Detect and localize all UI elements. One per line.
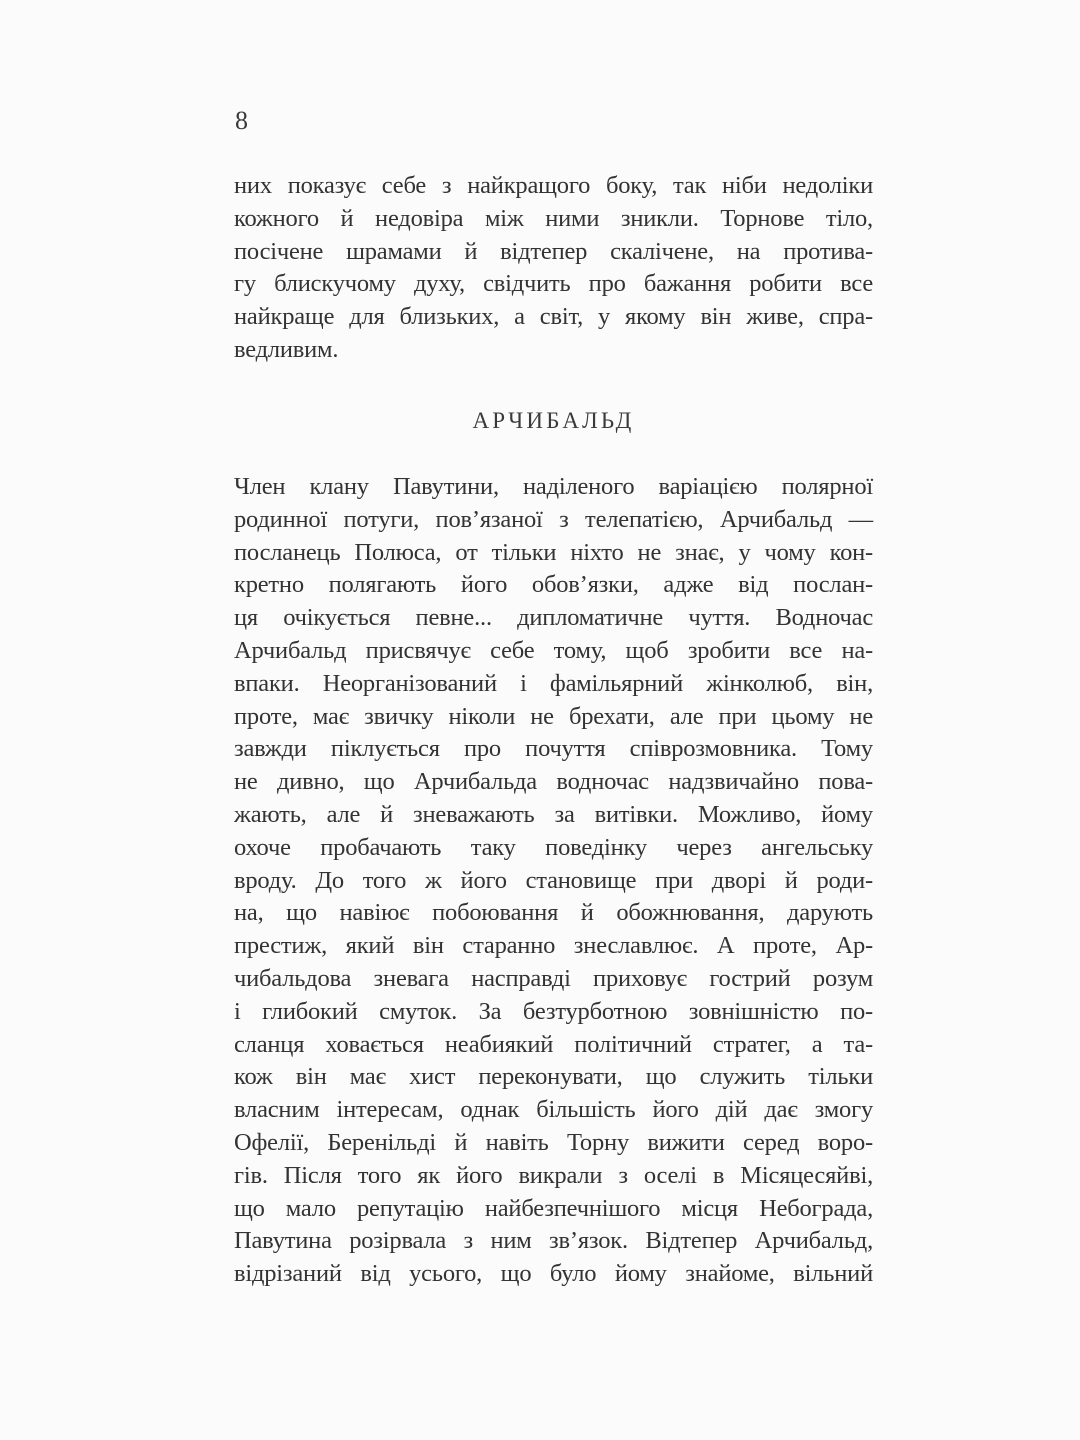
- page-number: 8: [235, 106, 248, 135]
- text-line: впаки. Неорганізований і фамільярний жінколюб, він,: [234, 669, 873, 697]
- text-line: кретно полягають його обов’язки, адже від послан-: [234, 571, 873, 599]
- paragraph-archibald-description: [234, 471, 873, 1291]
- text-line: родинної потуги, пов’язаної з телепатією, Арчибальд —: [234, 505, 873, 533]
- text-line: гів. Після того як його викрали з оселі в Місяцесяйві,: [234, 1161, 873, 1189]
- text-line: вроду. До того ж його становище при дворі й роди-: [234, 866, 873, 894]
- chapter-heading: АРЧИБАЛЬД: [472, 408, 635, 433]
- text-line: проте, має звичку ніколи не брехати, але при цьому не: [234, 702, 873, 730]
- text-line: найкраще для близьких, а світ, у якому він живе, спра-: [234, 303, 873, 331]
- text-line: завжди піклується про почуття співрозмовника. Тому: [234, 735, 873, 763]
- text-line: посічене шрамами й відтепер скалічене, на протива-: [234, 237, 873, 265]
- text-line: престиж, який він старанно знеславлює. А проте, Ар-: [234, 932, 873, 960]
- text-line: власним інтересам, однак більшість його дій дає змогу: [234, 1096, 873, 1124]
- text-line: гу блискучому духу, свідчить про бажання робити все: [234, 270, 873, 298]
- text-line: ведливим.: [234, 335, 339, 363]
- text-line: кож він має хист переконувати, що служить тільки: [234, 1063, 873, 1091]
- text-line: охоче пробачають таку поведінку через ангельську: [234, 833, 873, 861]
- text-line: ця очікується певне... дипломатичне чуття. Водночас: [234, 604, 873, 632]
- text-line: Павутина розірвала з ним зв’язок. Відтепер Арчибальд,: [234, 1227, 873, 1255]
- text-line: Арчибальд присвячує себе тому, щоб зробити все на-: [234, 636, 873, 664]
- text-line: кожного й недовіра між ними зникли. Торнове тіло,: [234, 204, 873, 232]
- text-line: відрізаний від усього, що було йому знайоме, вільний: [234, 1260, 873, 1288]
- text-line: сланця ховається неабиякий політичний стратег, а та-: [234, 1030, 873, 1058]
- text-line: і глибокий смуток. За безтурботною зовнішністю по-: [234, 997, 873, 1025]
- text-line: Член клану Павутини, наділеного варіацією полярної: [234, 473, 873, 500]
- text-line: не дивно, що Арчибальда водночас надзвичайно пова-: [234, 768, 873, 796]
- text-line: на, що навіює побоювання й обожнювання, дарують: [234, 899, 873, 927]
- text-line: чибальдова зневага насправді приховує гострий розум: [234, 964, 873, 992]
- text-line: жають, але й зневажають за витівки. Можливо, йому: [234, 800, 873, 828]
- text-line: посланець Полюса, от тільки ніхто не знає, у чому кон-: [234, 538, 873, 566]
- paragraph-continuation: [234, 170, 873, 367]
- text-line: них показує себе з найкращого боку, так ніби недоліки: [234, 172, 873, 199]
- text-line: що мало репутацію найбезпечнішого місця Небограда,: [234, 1194, 873, 1222]
- text-line: Офелії, Беренільді й навіть Торну вижити серед воро-: [234, 1128, 873, 1156]
